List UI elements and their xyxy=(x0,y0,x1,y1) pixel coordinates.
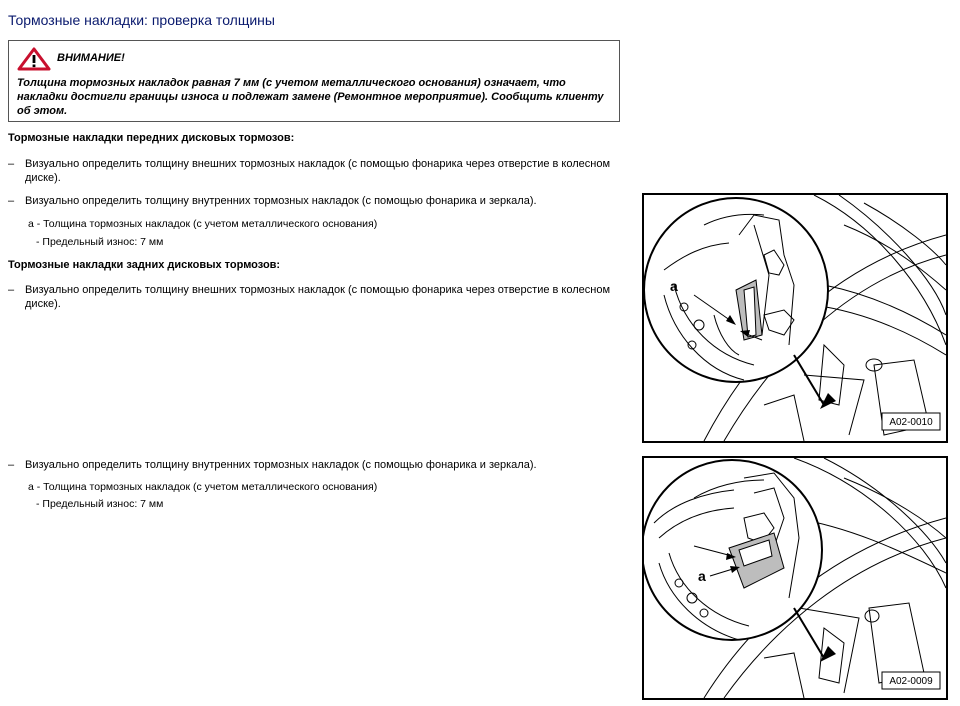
front-step-1 xyxy=(8,157,618,185)
front-step-1-text: Визуально определить толщину внешних тормозных накладок (с помощью фонарика через отверстие в колесном диске). xyxy=(25,158,611,184)
rear-note-limit: - Предельный износ: 7 мм xyxy=(36,498,164,510)
list-dash: – xyxy=(8,284,15,296)
figure-code: A02-0010 xyxy=(889,417,933,428)
list-dash: – xyxy=(8,195,15,207)
rear-step-1 xyxy=(8,283,618,311)
rear-brakes-heading: Тормозные накладки задних дисковых тормозов: xyxy=(8,259,281,271)
warning-box xyxy=(8,40,620,122)
rear-step-2 xyxy=(8,458,618,472)
warning-text: Толщина тормозных накладок равная 7 мм (с учетом металлического основания) означает, что накладки достигли границы износа и подлежат замене (Ремонтное мероприятие). Сообщить клиенту об этом. xyxy=(17,77,604,117)
page-title: Тормозные накладки: проверка толщины xyxy=(8,12,275,28)
front-brake-illustration xyxy=(644,195,946,441)
figure-code: A02-0009 xyxy=(889,676,933,687)
figure-label-a: a xyxy=(670,278,678,294)
front-note-limit: - Предельный износ: 7 мм xyxy=(36,236,164,248)
front-brake-figure xyxy=(642,193,948,443)
front-brakes-heading: Тормозные накладки передних дисковых тормозов: xyxy=(8,132,295,144)
list-dash: – xyxy=(8,158,15,170)
rear-brake-illustration xyxy=(644,458,946,698)
list-dash: – xyxy=(8,459,15,471)
warning-heading: ВНИМАНИЕ! xyxy=(57,52,125,64)
front-step-2-text: Визуально определить толщину внутренних тормозных накладок (с помощью фонарика и зеркала). xyxy=(25,195,537,207)
front-step-2 xyxy=(8,194,618,208)
figure-label-a: a xyxy=(698,568,706,584)
rear-note-a: a - Толщина тормозных накладок (с учетом металлического основания) xyxy=(28,481,378,493)
rear-step-2-text: Визуально определить толщину внутренних тормозных накладок (с помощью фонарика и зеркала). xyxy=(25,459,537,471)
front-note-a: a - Толщина тормозных накладок (с учетом металлического основания) xyxy=(28,218,378,230)
rear-step-1-text: Визуально определить толщину внешних тормозных накладок (с помощью фонарика через отверстие в колесном диске). xyxy=(25,284,611,310)
rear-brake-figure xyxy=(642,456,948,700)
warning-triangle-icon xyxy=(17,47,51,74)
